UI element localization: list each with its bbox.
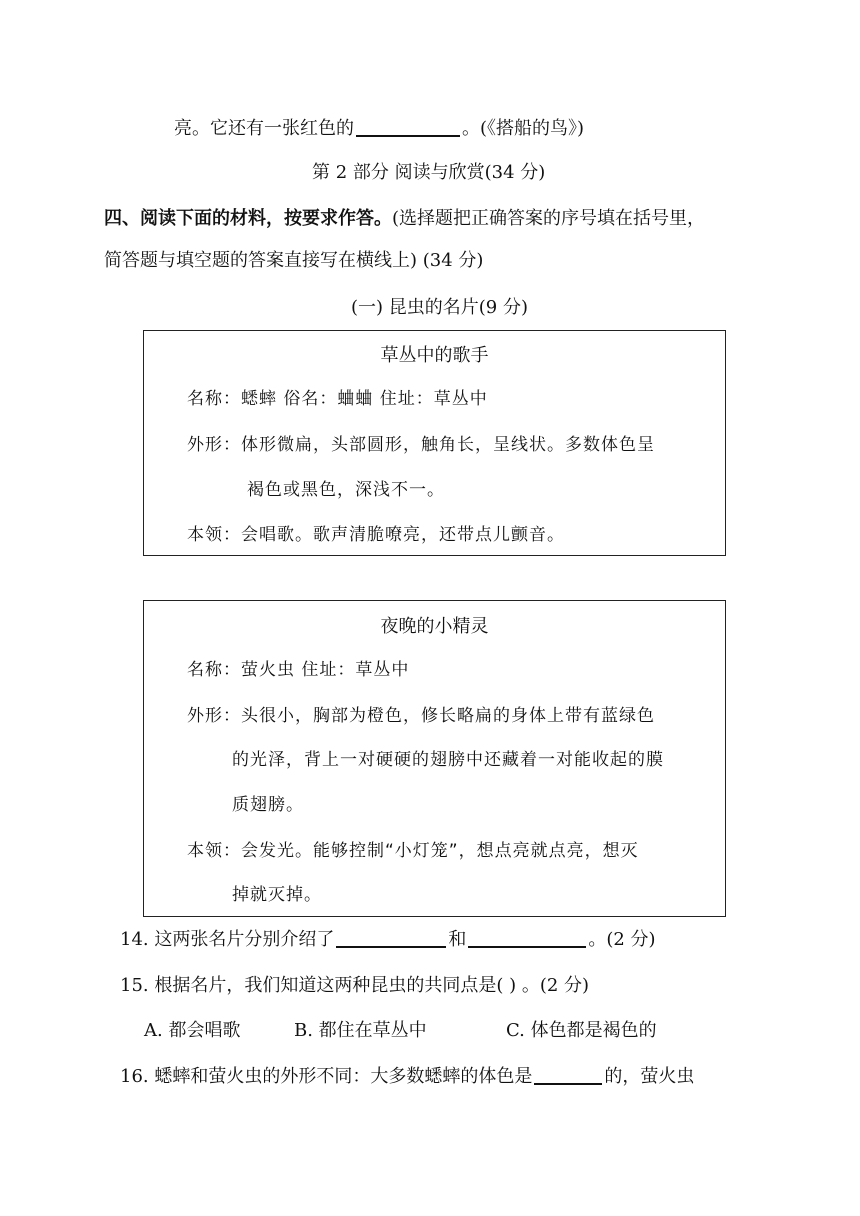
answer-blank[interactable] xyxy=(468,928,586,948)
q14-text: 和 xyxy=(448,929,467,950)
card-shape-line: 的光泽，背上一对硬硬的翅膀中还藏着一对能收起的膜 xyxy=(232,750,664,770)
insect-card-firefly xyxy=(143,600,726,917)
card-shape-line: 外形：体形微扁，头部圆形，触角长，呈线状。多数体色呈 xyxy=(187,435,655,455)
section-heading xyxy=(104,207,705,231)
answer-blank[interactable] xyxy=(534,1065,602,1085)
card-shape-line: 外形：头很小，胸部为橙色，修长略扁的身体上带有蓝绿色 xyxy=(187,706,655,726)
q14-score: 。(2 分) xyxy=(588,929,656,950)
q15-option-b[interactable]: B. 都住在草丛中 xyxy=(294,1020,427,1041)
part-heading: 第 2 部分 阅读与欣赏(34 分) xyxy=(312,162,546,183)
section-instruction: (选择题把正确答案的序号填在括号里， xyxy=(392,208,706,229)
q14-text: 14. 这两张名片分别介绍了 xyxy=(120,929,335,950)
answer-blank[interactable] xyxy=(356,117,460,137)
card-skill-line: 掉就灭掉。 xyxy=(232,885,322,905)
sub-heading: (一) 昆虫的名片(9 分) xyxy=(351,297,528,318)
card-skill-line: 本领：会发光。能够控制“小灯笼”，想点亮就点亮，想灭 xyxy=(187,841,639,861)
answer-blank[interactable] xyxy=(336,928,446,948)
prev-question-source: 。(《搭船的鸟》) xyxy=(462,118,585,139)
prev-question-tail xyxy=(174,117,584,141)
question-15: 15. 根据名片，我们知道这两种昆虫的共同点是( ) 。(2 分) xyxy=(120,975,590,996)
q16-text: 16. 蟋蟀和萤火虫的外形不同：大多数蟋蟀的体色是 xyxy=(120,1066,533,1087)
section-heading-bold: 四、阅读下面的材料，按要求作答。 xyxy=(104,208,392,229)
q15-option-c[interactable]: C. 体色都是褐色的 xyxy=(506,1020,657,1041)
insect-card-cricket xyxy=(143,330,726,556)
card-title: 夜晚的小精灵 xyxy=(380,616,489,637)
question-14 xyxy=(120,928,656,952)
card-name-row: 名称：蟋蟀 俗名：蛐蛐 住址：草丛中 xyxy=(187,389,488,409)
card-shape-line: 褐色或黑色，深浅不一。 xyxy=(247,480,445,500)
question-16 xyxy=(120,1065,694,1089)
card-name-row: 名称：萤火虫 住址：草丛中 xyxy=(187,660,410,680)
section-instruction-cont: 简答题与填空题的答案直接写在横线上) (34 分) xyxy=(104,250,484,271)
card-title: 草丛中的歌手 xyxy=(380,345,489,366)
card-shape-line: 质翅膀。 xyxy=(232,795,304,815)
card-skill-line: 本领：会唱歌。歌声清脆嘹亮，还带点儿颤音。 xyxy=(187,525,565,545)
q16-text: 的，萤火虫 xyxy=(604,1066,695,1087)
q15-option-a[interactable]: A. 都会唱歌 xyxy=(144,1020,241,1041)
prev-question-text: 亮。它还有一张红色的 xyxy=(174,118,354,139)
